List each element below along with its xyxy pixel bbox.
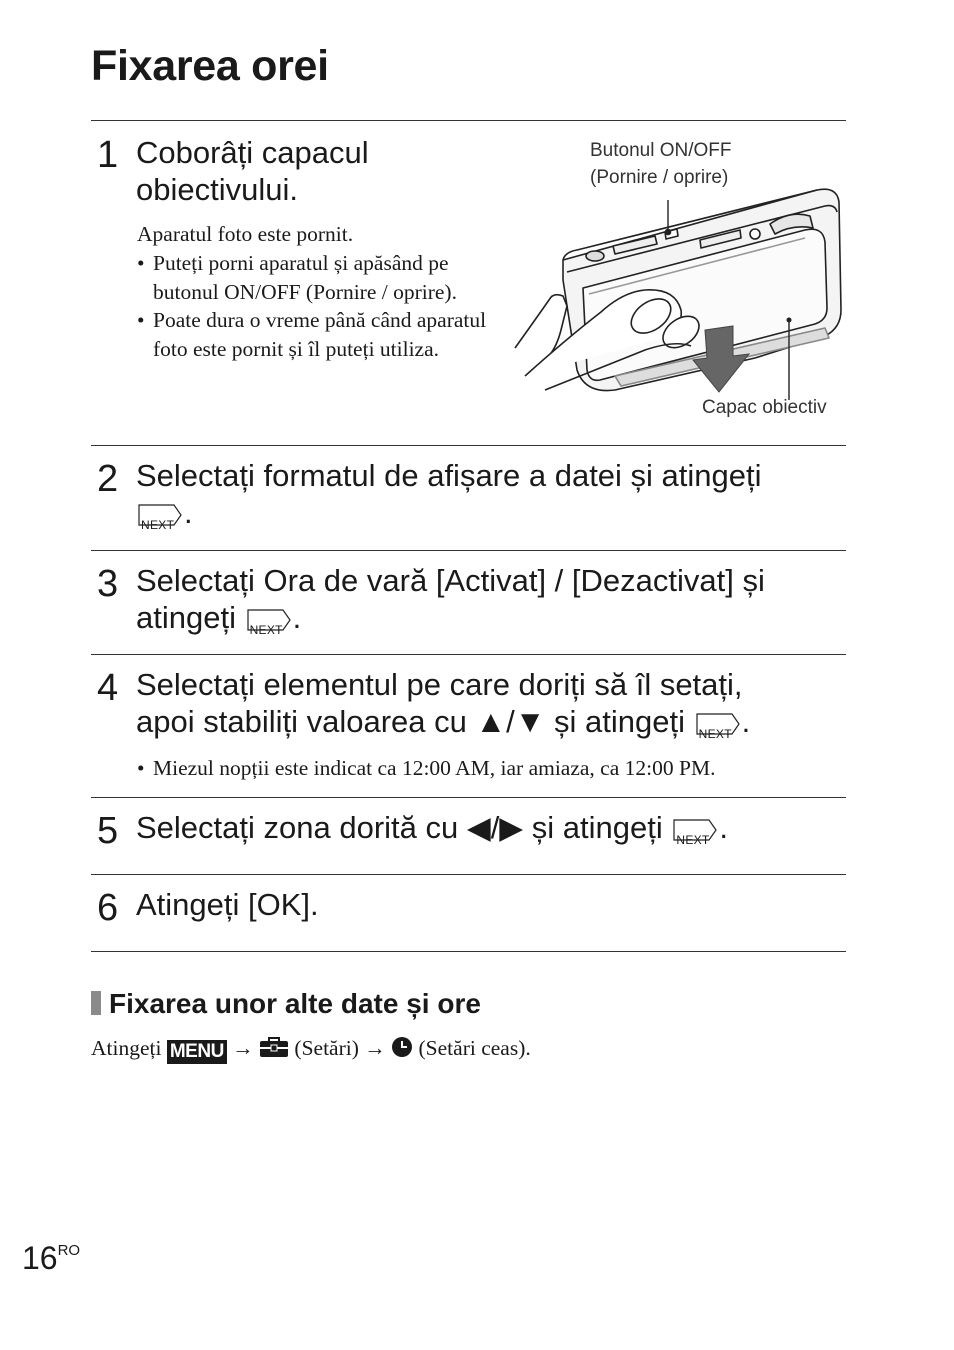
divider	[91, 654, 846, 655]
step-1-text	[136, 134, 516, 208]
figure-label-button-line1: Butonul ON/OFF	[590, 140, 732, 161]
divider	[91, 550, 846, 551]
divider	[91, 951, 846, 952]
step-5-line1-tail: .	[719, 810, 728, 845]
step-4-number: 4	[97, 667, 119, 709]
heading-marker	[91, 991, 101, 1015]
subsection-heading-text: Fixarea unor alte date și ore	[109, 988, 481, 1019]
instruction-lead: Atingeți	[91, 1036, 162, 1060]
next-icon: NEXT	[696, 713, 740, 735]
step-2-number: 2	[97, 458, 119, 500]
step-5-text	[136, 809, 836, 846]
step-4-text	[136, 666, 836, 740]
next-icon: NEXT	[247, 609, 291, 631]
divider	[91, 120, 846, 121]
step-4-line2-tail: .	[741, 704, 751, 739]
step-3-text	[136, 562, 836, 636]
clock-settings-label: (Setări ceas).	[418, 1036, 531, 1060]
step-2-line2-tail: .	[184, 495, 193, 530]
step-2-line1: Selectați formatul de afișare a datei și atingeți	[136, 458, 762, 493]
step-3-number: 3	[97, 563, 119, 605]
step-4-line1: Selectați elementul pe care doriți să îl setați,	[136, 667, 743, 702]
clock-icon	[391, 1036, 413, 1058]
page-number	[22, 1240, 80, 1277]
step-1-line1: Coborâți capacul	[136, 135, 369, 170]
step-1-note-lead: Aparatul foto este pornit.	[137, 222, 354, 246]
figure-label-cover: Capac obiectiv	[702, 397, 827, 418]
step-1-number: 1	[97, 134, 119, 176]
step-1-bullet-1: • Puteți porni aparatul și apăsând pe butonul ON/OFF (Pornire / oprire).	[137, 249, 497, 307]
step-5-line1-lead: Selectați zona dorită cu ◀/▶ și atingeți	[136, 810, 663, 845]
settings-label: (Setări)	[294, 1036, 359, 1060]
divider	[91, 797, 846, 798]
page-number-value: 16	[22, 1240, 58, 1276]
subsection-heading	[91, 988, 481, 1020]
step-1-notes	[137, 220, 497, 364]
subsection-instruction	[91, 1036, 531, 1064]
page-title: Fixarea orei	[91, 42, 329, 90]
figure-label-button-line2: (Pornire / oprire)	[590, 167, 729, 188]
toolbox-icon	[259, 1036, 289, 1058]
menu-icon: MENU	[167, 1040, 227, 1064]
step-5-number: 5	[97, 810, 119, 852]
step-3-line1: Selectați Ora de vară [Activat] / [Dezactivat] și	[136, 563, 765, 598]
next-icon: NEXT	[673, 819, 717, 841]
step-1-bullet-2: • Poate dura o vreme până când aparatul foto este pornit și îl puteți utiliza.	[137, 306, 497, 364]
step-3-line2-lead: atingeți	[136, 600, 236, 635]
step-6-text: Atingeți [OK].	[136, 887, 319, 922]
camera-illustration	[505, 180, 850, 400]
arrow-icon: →	[232, 1036, 254, 1060]
step-4-line2-lead: apoi stabiliți valoarea cu ▲/▼ și atingeți	[136, 704, 686, 739]
step-4-bullet: • Miezul nopții este indicat ca 12:00 AM, iar amiaza, ca 12:00 PM.	[137, 754, 853, 783]
step-2-text	[136, 457, 836, 531]
divider	[91, 445, 846, 446]
step-1-line2: obiectivului.	[136, 172, 298, 207]
arrow-icon: →	[364, 1036, 386, 1060]
page-language-code: RO	[57, 1242, 81, 1259]
step-6-number: 6	[97, 887, 119, 929]
next-icon: NEXT	[138, 504, 182, 526]
divider	[91, 874, 846, 875]
step-3-line2-tail: .	[292, 600, 302, 635]
